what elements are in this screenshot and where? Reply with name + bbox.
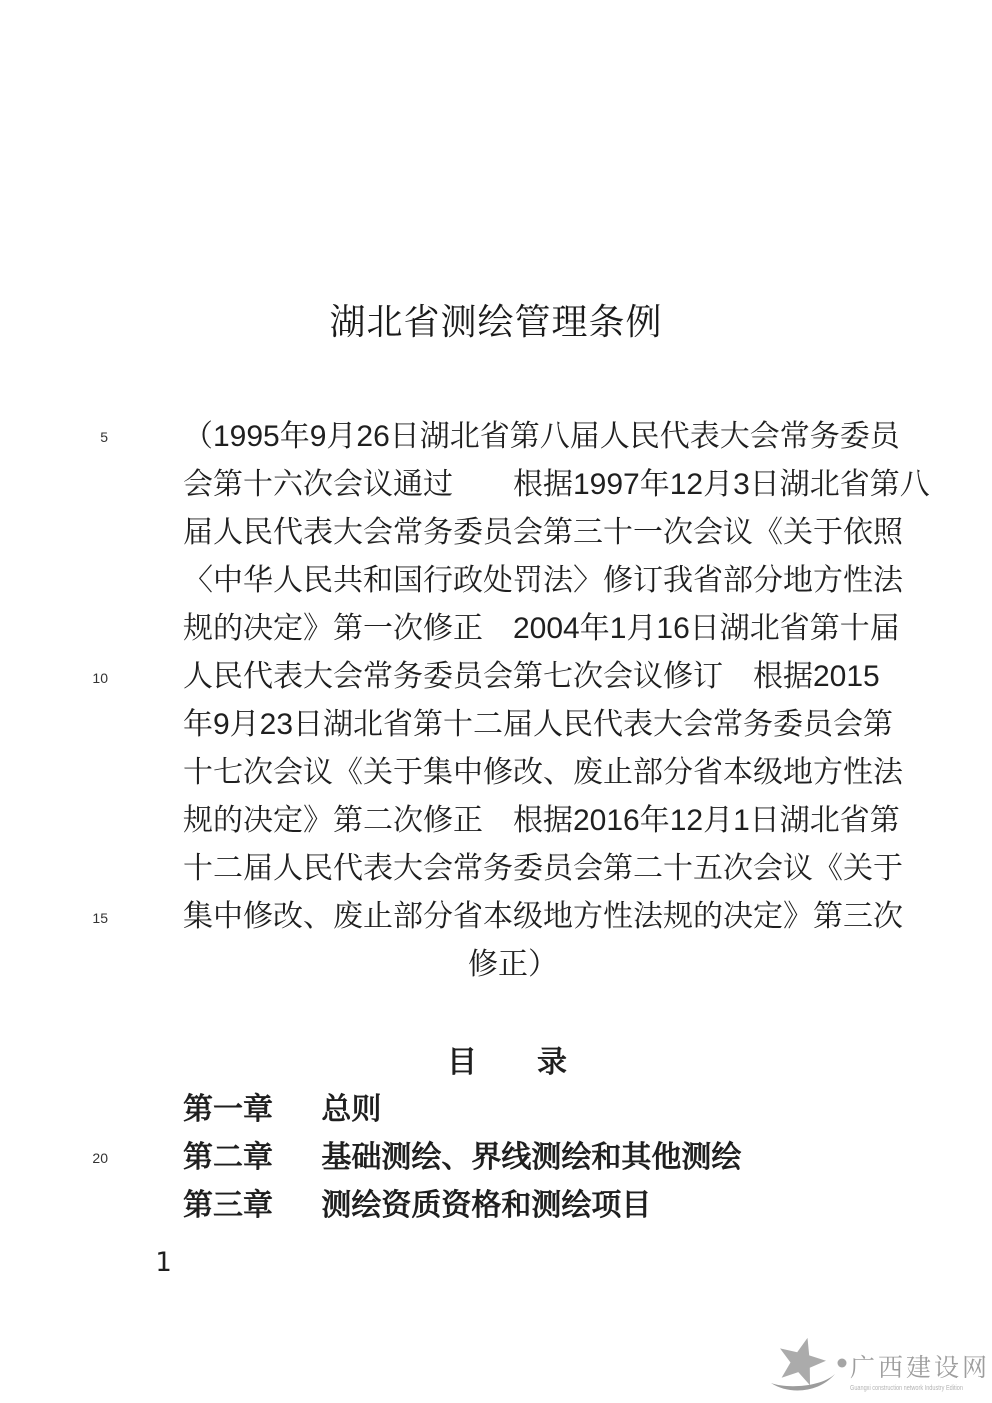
toc-chapter-label: 第一章 xyxy=(183,1093,273,1126)
paragraph-line: 届人民代表大会常务委员会第三十一次会议《关于依照 xyxy=(183,516,903,549)
margin-line-number: 10 xyxy=(92,670,108,686)
page-title: 湖北省测绘管理条例 xyxy=(329,301,663,342)
legislative-history-paragraph xyxy=(183,413,930,989)
toc-item xyxy=(183,1086,883,1134)
toc-chapter-title: 总则 xyxy=(321,1093,382,1126)
toc-chapter-label: 第二章 xyxy=(183,1141,273,1174)
toc-chapter-title: 基础测绘、界线测绘和其他测绘 xyxy=(321,1141,742,1174)
paragraph-line: 十二届人民代表大会常务委员会第二十五次会议《关于 xyxy=(183,852,903,885)
paragraph-line: 〈中华人民共和国行政处罚法〉修订我省部分地方性法 xyxy=(183,564,903,597)
page-number: 1 xyxy=(155,1247,172,1278)
margin-line-number: 15 xyxy=(92,910,108,926)
toc-item xyxy=(183,1134,883,1182)
paragraph-line: 人民代表大会常务委员会第七次会议修订 根据2015 xyxy=(183,660,880,693)
watermark xyxy=(765,1336,992,1400)
paragraph-line: 规的决定》第一次修正 2004年1月16日湖北省第十届 xyxy=(183,612,900,645)
toc-chapter-title: 测绘资质资格和测绘项目 xyxy=(321,1189,652,1222)
paragraph-line: 集中修改、废止部分省本级地方性法规的决定》第三次 xyxy=(183,900,903,933)
toc-chapter-label: 第三章 xyxy=(183,1189,273,1222)
toc-heading: 目 录 xyxy=(447,1046,567,1079)
paragraph-line: 修正） xyxy=(468,948,558,981)
paragraph-line: 年9月23日湖北省第十二届人民代表大会常务委员会第 xyxy=(183,708,894,741)
paragraph-line: 规的决定》第二次修正 根据2016年12月1日湖北省第 xyxy=(183,804,900,837)
toc-list xyxy=(183,1086,883,1230)
toc-item xyxy=(183,1182,883,1230)
star-icon xyxy=(765,1336,853,1403)
watermark-tagline: Guangxi construction network Industry Edition xyxy=(850,1383,963,1392)
paragraph-line: 会第十六次会议通过 根据1997年12月3日湖北省第八 xyxy=(183,468,930,501)
paragraph-line: 十七次会议《关于集中修改、废止部分省本级地方性法 xyxy=(183,756,903,789)
margin-line-number: 5 xyxy=(100,429,108,445)
margin-line-number: 20 xyxy=(92,1150,108,1166)
watermark-site-name: 广西建设网 xyxy=(850,1354,991,1382)
paragraph-line: （1995年9月26日湖北省第八届人民代表大会常务委员 xyxy=(183,420,900,453)
